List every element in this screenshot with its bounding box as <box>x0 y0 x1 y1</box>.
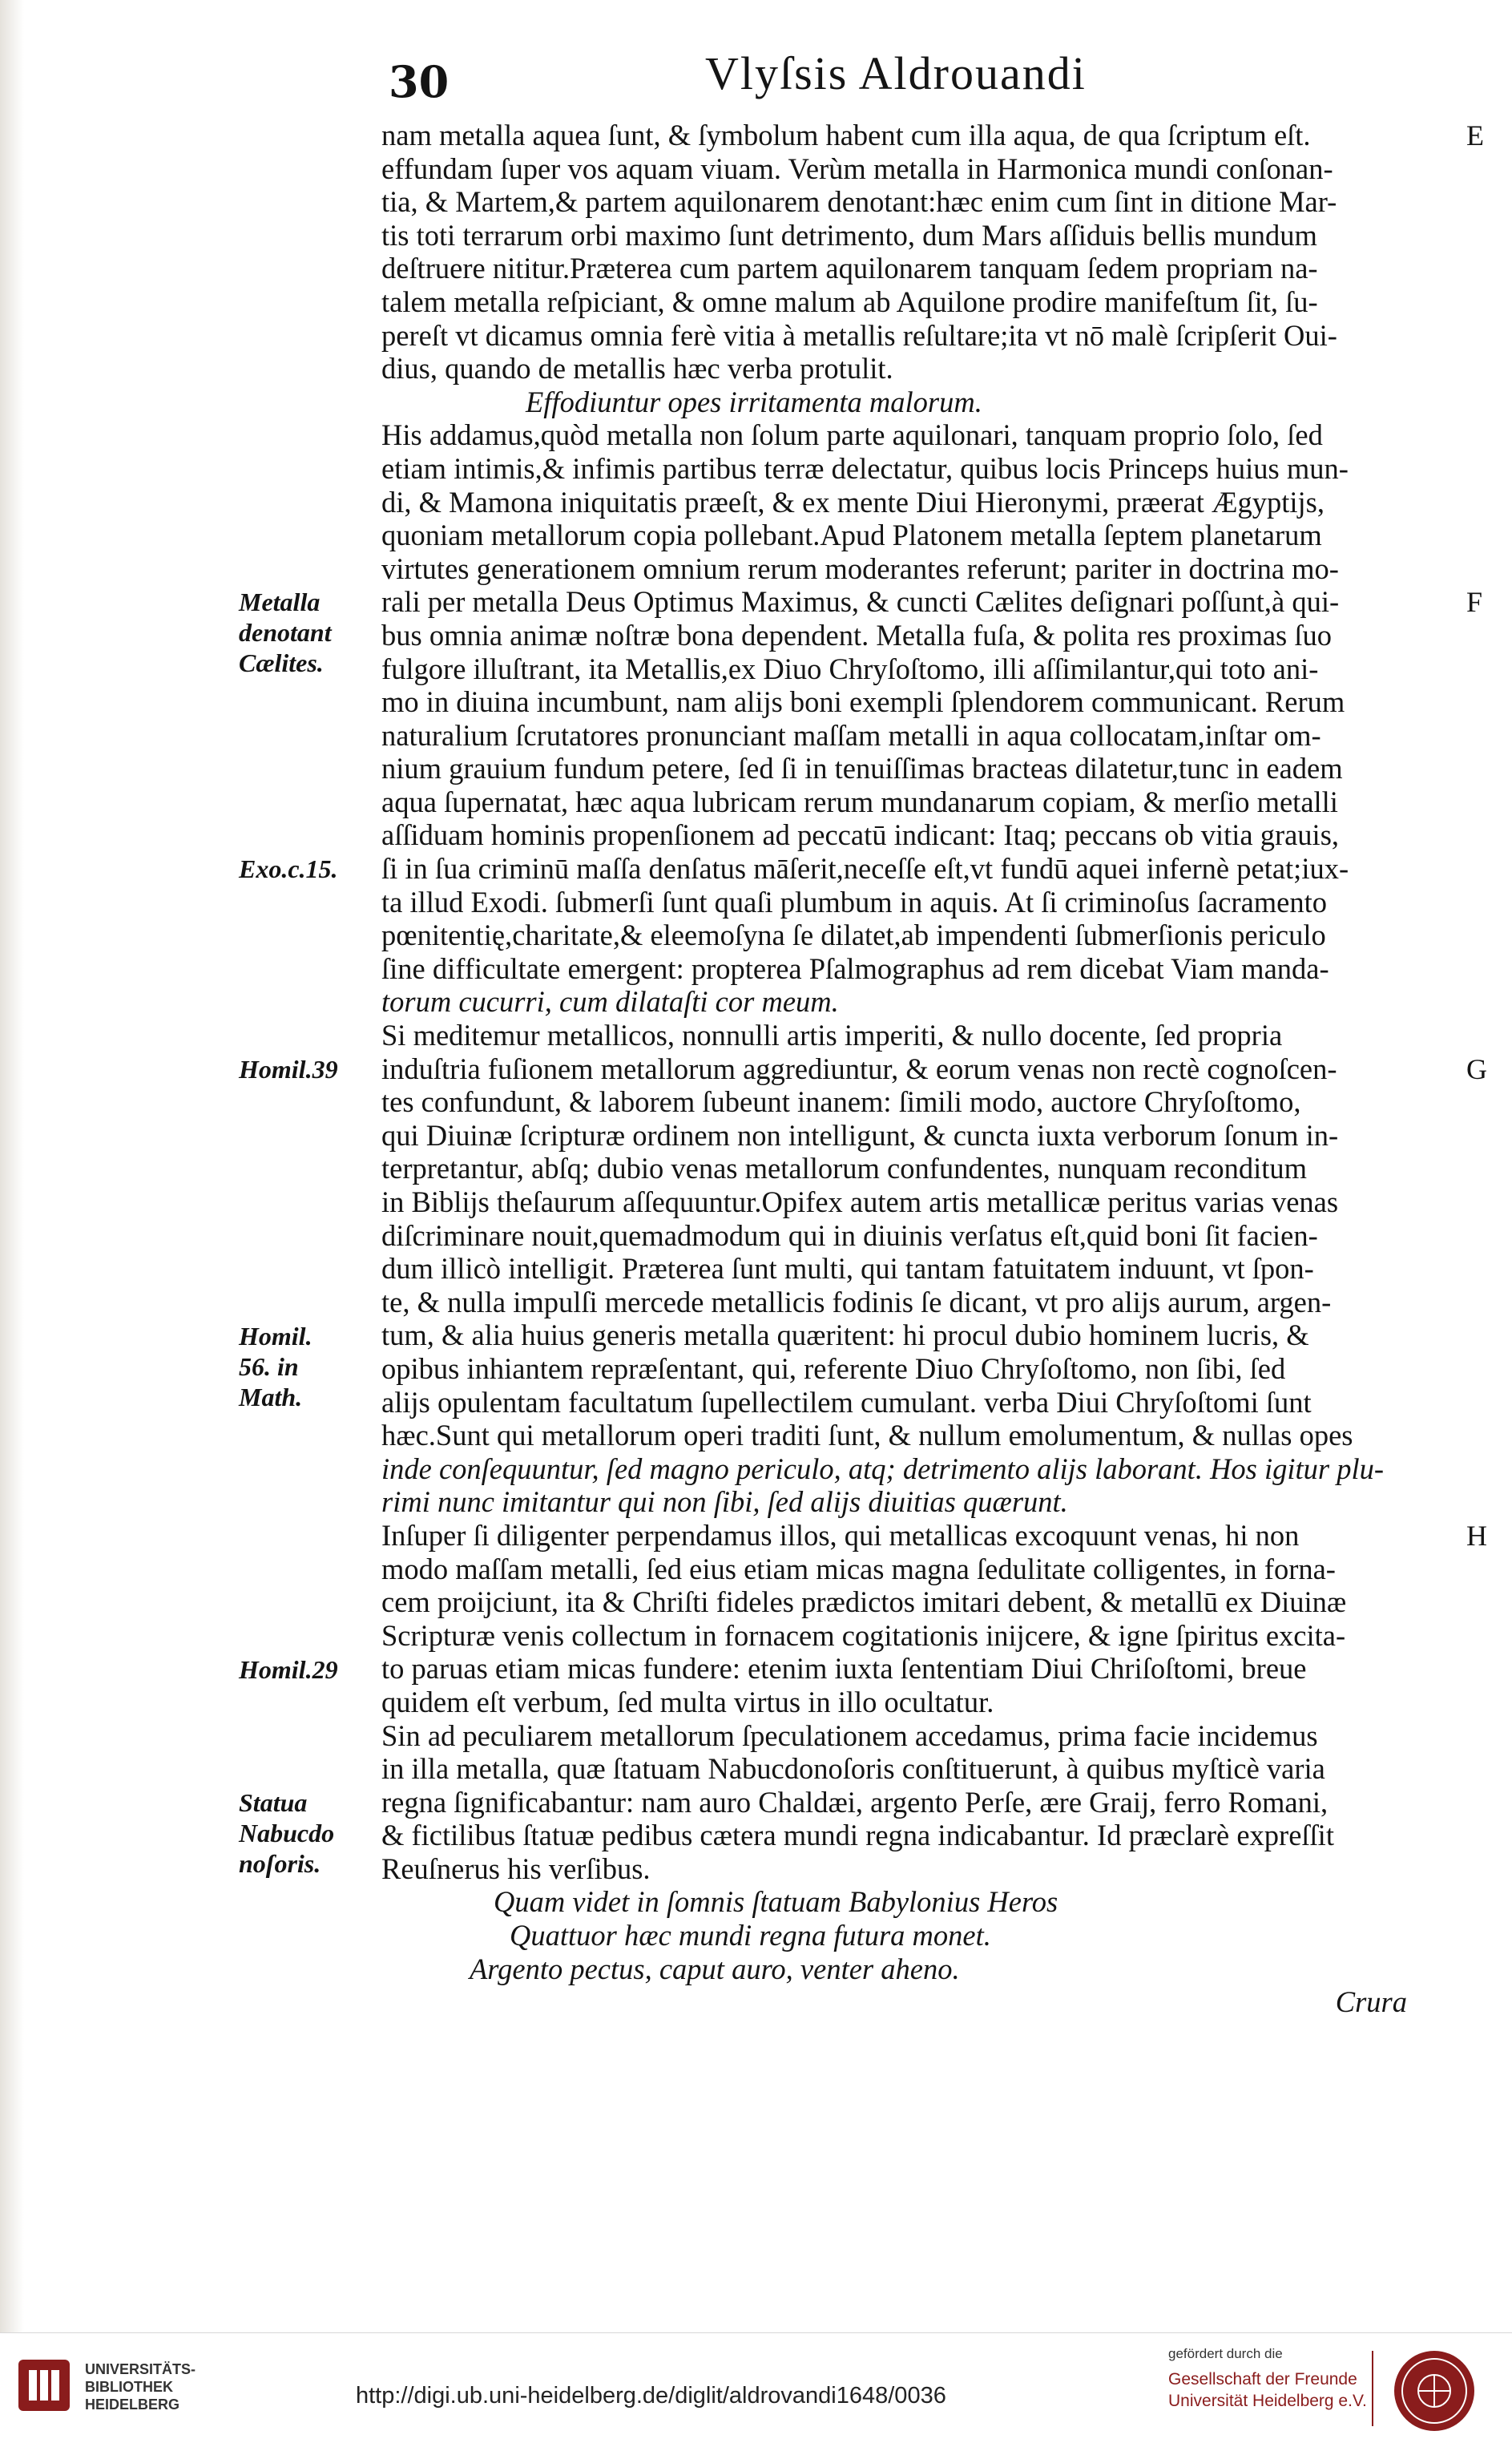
text-line: Quam videt in ſomnis ſtatuam Babylonius Heros <box>494 1885 1058 1919</box>
text-line: Scripturæ venis collectum in fornacem cogitationis inijcere, & igne ſpiritus excita- <box>381 1618 1346 1652</box>
text-line: Effodiuntur opes irritamenta malorum. <box>526 385 982 418</box>
section-letter: E <box>1466 119 1484 151</box>
text-line: terpretantur, abſq; dubio venas metallorum confundentes, nunquam reconditum <box>381 1152 1308 1185</box>
text-line: inde conſequuntur, ſed magno periculo, atq; detrimento alijs laborant. Hos igitur plu- <box>381 1452 1385 1485</box>
text-line: tum, & alia huius generis metalla quæritent: hi procul dubio hominem lucris, & <box>381 1318 1309 1352</box>
text-line: di, & Mamona iniquitatis præeſt, & ex mente Diui Hieronymi, præerat Ægyptijs, <box>381 485 1325 519</box>
text-line: Reuſnerus his verſibus. <box>381 1851 651 1885</box>
footer-divider <box>1372 2351 1373 2426</box>
text-line: qui Diuinæ ſcripturæ ordinem non intelligunt, & cuncta iuxta verborum ſonum in- <box>381 1118 1339 1152</box>
funded-by-text: gefördert durch die <box>1168 2346 1283 2361</box>
text-line: dum illicò intelligit. Præterea ſunt multi, qui tantam fatuitatem induunt, vt ſpon- <box>381 1252 1314 1286</box>
text-line: ſi in ſua criminū maſſa denſatus māſerit,neceſſe eſt,vt fundū aquei infernè petat;iux- <box>381 852 1349 886</box>
text-line: quoniam metallorum copia pollebant.Apud Platonem metalla ſeptem planetarum <box>381 519 1322 552</box>
text-line: mo in diuina incumbunt, nam alijs boni exempli ſplendorem communicant. Rerum <box>381 685 1345 719</box>
sponsor-name-line: Gesellschaft der Freunde <box>1168 2370 1357 2388</box>
text-line: nium grauium fundum petere, ſed ſi in tenuiſſimas bracteas dilatetur,tunc in eadem <box>381 752 1343 785</box>
text-line: virtutes generationem omnium rerum moderantes referunt; pariter in doctrina mo- <box>381 551 1339 585</box>
margin-note: Homil. 56. in Math. <box>239 1321 312 1411</box>
section-letter: H <box>1466 1520 1487 1553</box>
text-line: cem proijciunt, ita & Chriſti fideles prædictos imitari debent, & metallū ex Diuinæ <box>381 1585 1347 1619</box>
text-line: Si meditemur metallicos, nonnulli artis imperiti, & nullo docente, ſed propria <box>381 1019 1283 1052</box>
permalink-url[interactable]: http://digi.ub.uni-heidelberg.de/diglit/aldrovandi1648/0036 <box>356 2383 946 2409</box>
university-seal-icon <box>1393 2349 1476 2433</box>
text-line: induſtria fuſionem metallorum aggrediuntur, & eorum venas non rectè cognoſcen- <box>381 1052 1337 1085</box>
text-line: alijs opulentam facultatum ſupellectilem cumulant. verba Diui Chryſoſtomi ſunt <box>381 1385 1312 1419</box>
viewer-footer <box>0 2332 1512 2443</box>
library-name <box>85 2360 196 2413</box>
text-line: pereſt vt dicamus omnia ferè vitia à metallis reſultare;ita vt nō malè ſcripſerit Oui- <box>381 318 1337 352</box>
library-name-line: HEIDELBERG <box>85 2397 180 2413</box>
margin-note: Metalla denotant Cælites. <box>239 588 332 678</box>
text-line: rali per metalla Deus Optimus Maximus, & cuncti Cælites deſignari poſſunt,à qui- <box>381 585 1340 619</box>
page-number: 30 <box>389 56 450 107</box>
text-line: to paruas etiam micas fundere: etenim iuxta ſententiam Diui Chriſoſtomi, breue <box>381 1652 1307 1686</box>
sponsor-name <box>1168 2368 1367 2412</box>
text-line: tis toti terrarum orbi maximo ſunt detrimento, dum Mars aſſiduis bellis mundum <box>381 218 1317 252</box>
library-logo-icon <box>18 2359 71 2412</box>
sponsor-name-line: Universität Heidelberg e.V. <box>1168 2392 1367 2410</box>
page-edge-shadow <box>0 0 24 2332</box>
text-line: modo maſſam metalli, ſed eius etiam micas magna ſedulitate colligentes, in forna- <box>381 1552 1336 1585</box>
text-line: & fictilibus ſtatuæ pedibus cætera mundi regna indicabantur. Id præclarè expreſſit <box>381 1819 1334 1852</box>
text-line: aſſiduam hominis propenſionem ad peccatū indicant: Itaq; peccans ob vitia grauis, <box>381 818 1340 852</box>
text-line: Sin ad peculiarem metallorum ſpeculationem accedamus, prima facie incidemus <box>381 1718 1318 1752</box>
text-line: ſine difficultate emergent: propterea Pſalmographus ad rem dicebat Viam manda- <box>381 951 1329 985</box>
text-line: Argento pectus, caput auro, venter aheno. <box>470 1952 960 1985</box>
section-letter: F <box>1466 586 1483 619</box>
text-line: Inſuper ſi diligenter perpendamus illos, qui metallicas excoquunt venas, hi non <box>381 1518 1300 1552</box>
margin-note: Homil.39 <box>239 1054 338 1084</box>
text-line: bus omnia animæ noſtræ bona dependent. Metalla fuſa, & polita res proximas ſuo <box>381 618 1333 652</box>
text-line: aqua ſupernatat, hæc aqua lubricam rerum mundanarum copiam, & merſio metalli <box>381 785 1338 818</box>
text-line: fulgore illuſtrant, ita Metallis,ex Diuo Chryſoſtomo, illi aſſimilantur,qui toto ani- <box>381 652 1319 685</box>
text-line: quidem eſt verbum, ſed multa virtus in illo ocultatur. <box>381 1685 994 1718</box>
text-line: regna ſignificabantur: nam auro Chaldæi, argento Perſe, ære Graij, ferro Romani, <box>381 1785 1329 1819</box>
library-name-line: BIBLIOTHEK <box>85 2379 173 2395</box>
text-line: pœnitentię,charitate,& eleemoſyna ſe dilatet,ab impendenti ſubmerſionis periculo <box>381 919 1326 952</box>
text-line: hæc.Sunt qui metallorum operi traditi ſunt, & nullum emolumentum, & nullas opes <box>381 1419 1353 1452</box>
text-line: naturalium ſcrutatores pronunciant maſſam metalli in aqua collocatam,inſtar om- <box>381 718 1321 752</box>
text-line: torum cucurri, cum dilataſti cor meum. <box>381 985 839 1019</box>
text-line: Quattuor hæc mundi regna futura monet. <box>510 1919 991 1952</box>
text-line: diſcriminare nouit,quemadmodum qui in diuinis verſatus eſt,quid boni ſit facien- <box>381 1218 1318 1252</box>
margin-note: Statua Nabucdo noſoris. <box>239 1788 335 1878</box>
library-name-line: UNIVERSITÄTS- <box>85 2361 196 2377</box>
text-line: rimi nunc imitantur qui non ſibi, ſed alijs diuitias quærunt. <box>381 1485 1068 1519</box>
section-letter: G <box>1466 1052 1487 1085</box>
text-line: ta illud Exodi. ſubmerſi ſunt quaſi plumbum in aquis. At ſi criminoſus ſacramento <box>381 885 1328 919</box>
text-line: effundam ſuper vos aquam viuam. Verùm metalla in Harmonica mundi conſonan- <box>381 151 1333 185</box>
text-line: etiam intimis,& infimis partibus terræ delectatur, quibus locis Princeps huius mun- <box>381 451 1349 485</box>
text-line: in illa metalla, quæ ſtatuam Nabucdonoſoris conſtituerunt, à quibus myſticè varia <box>381 1752 1325 1786</box>
text-line: talem metalla reſpiciant, & omne malum ab Aquilone prodire manifeſtum ſit, ſu- <box>381 285 1318 318</box>
margin-note: Homil.29 <box>239 1654 338 1684</box>
text-line: tes confundunt, & laborem ſubeunt inanem: ſimili modo, auctore Chryſoſtomo, <box>381 1085 1301 1119</box>
text-line: opibus inhiantem repræſentant, qui, referente Diuo Chryſoſtomo, non ſibi, ſed <box>381 1351 1286 1385</box>
text-line: dius, quando de metallis hæc verba protulit. <box>381 352 893 386</box>
text-line: Crura <box>1335 1985 1407 2019</box>
margin-note: Exo.c.15. <box>239 854 338 884</box>
text-line: His addamus,quòd metalla non ſolum parte aquilonari, tanquam proprio ſolo, ſed <box>381 418 1323 452</box>
text-line: deſtruere nititur.Præterea cum partem aquilonarem tanquam ſedem propriam na- <box>381 252 1318 285</box>
text-line: te, & nulla impulſi mercede metallicis fodinis ſe dicant, vt pro alijs aurum, argen- <box>381 1285 1332 1318</box>
text-line: tia, & Martem,& partem aquilonarem denotant:hæc enim cum ſint in ditione Mar- <box>381 185 1337 219</box>
text-line: in Biblijs theſaurum aſſequuntur.Opifex autem artis metallicæ peritus varias venas <box>381 1185 1339 1218</box>
body-text <box>381 119 1455 2019</box>
text-line: nam metalla aquea ſunt, & ſymbolum habent cum illa aqua, de qua ſcriptum eſt. <box>381 119 1311 151</box>
running-title: Vlyſsis Aldrouandi <box>705 47 1087 99</box>
